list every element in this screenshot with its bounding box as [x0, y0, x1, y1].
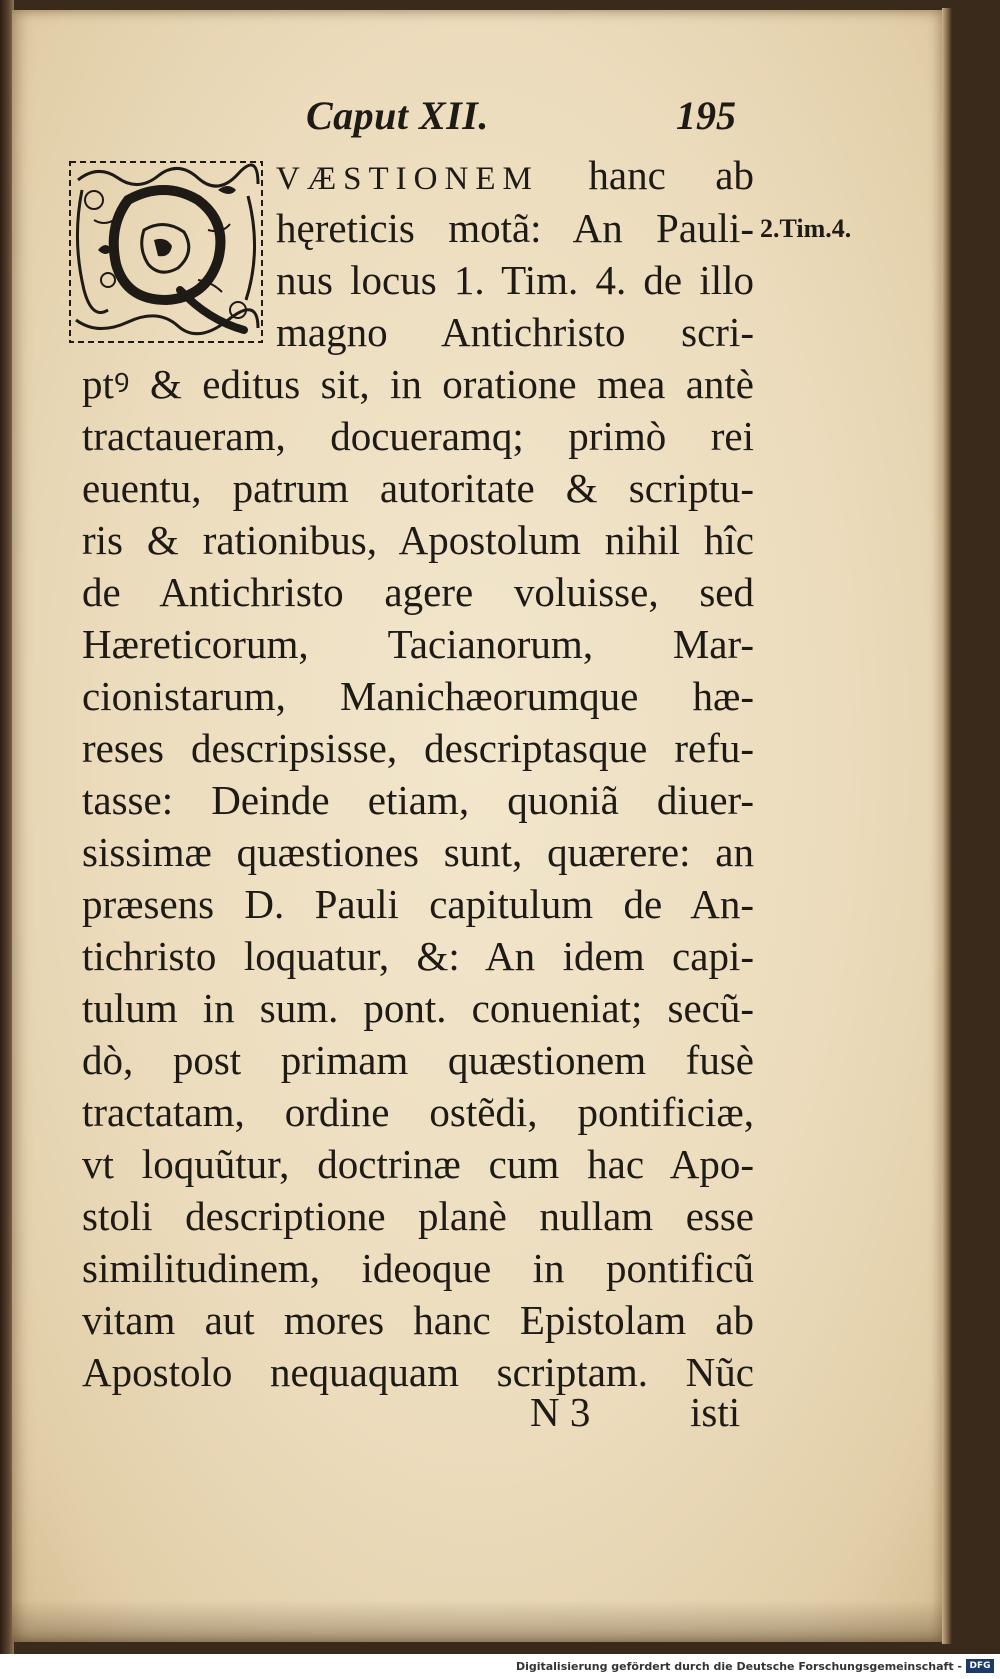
text-line: Hæreticorum, Tacianorum, Mar- [82, 621, 754, 667]
text-line: tichristo loquatur, &: An idem capi- [82, 933, 754, 979]
text-line: tractatam, ordine ostẽdi, pontificiæ, [82, 1089, 754, 1135]
footer-bar [0, 1654, 1000, 1679]
text-line: sissimæ quæstiones sunt, quærere: an [82, 829, 754, 875]
text-line: hęreticis motã: An Pauli- [276, 205, 754, 251]
signature-mark: N 3 [530, 1389, 591, 1435]
text-line: magno Antichristo scri- [276, 309, 754, 355]
text-line: præsens D. Pauli capitulum de An- [82, 881, 754, 927]
page-shadow [12, 1600, 942, 1642]
text-line: cionistarum, Manichæorumque hæ- [82, 673, 754, 719]
text-line: ris & rationibus, Apostolum nihil hîc [82, 517, 754, 563]
text-line: vitam aut mores hanc Epistolam ab [82, 1297, 754, 1343]
marginal-note: 2.Tim.4. [760, 214, 852, 243]
text-line [276, 152, 754, 198]
text-line: tasse: Deinde etiam, quoniã diuer- [82, 777, 754, 823]
catchword: isti [690, 1389, 741, 1435]
first-line-rest: hanc ab [588, 152, 754, 198]
text-line: tulum in sum. pont. conueniat; secũ- [82, 985, 754, 1031]
text-line: similitudinem, ideoque in pontificũ [82, 1245, 754, 1291]
text-line: de Antichristo agere voluisse, sed [82, 569, 754, 615]
dfg-logo: DFG [966, 1659, 994, 1673]
text-line: nus locus 1. Tim. 4. de illo [276, 257, 754, 303]
text-line: vt loquũtur, doctrinæ cum hac Apo- [82, 1141, 754, 1187]
text-line: reses descripsisse, descriptasque refu- [82, 725, 754, 771]
running-head: Caput XII. [306, 93, 489, 138]
text-line: dò, post primam quæstionem fusè [82, 1037, 754, 1083]
text-line: stoli descriptione planè nullam esse [82, 1193, 754, 1239]
footer-credit: Digitalisierung gefördert durch die Deutsche Forschungsgemeinschaft - [515, 1660, 962, 1673]
text-line: Apostolo nequaquam scriptam. Nũc [82, 1349, 754, 1395]
text-line: tractaueram, docueramq; primò rei [82, 413, 754, 459]
first-word-caps: VÆSTIONEM [276, 161, 539, 197]
text-line: ptꝰ & editus sit, in oratione mea antè [82, 361, 754, 407]
text-line: euentu, patrum autoritate & scriptu- [82, 465, 754, 511]
page-number: 195 [676, 93, 736, 138]
